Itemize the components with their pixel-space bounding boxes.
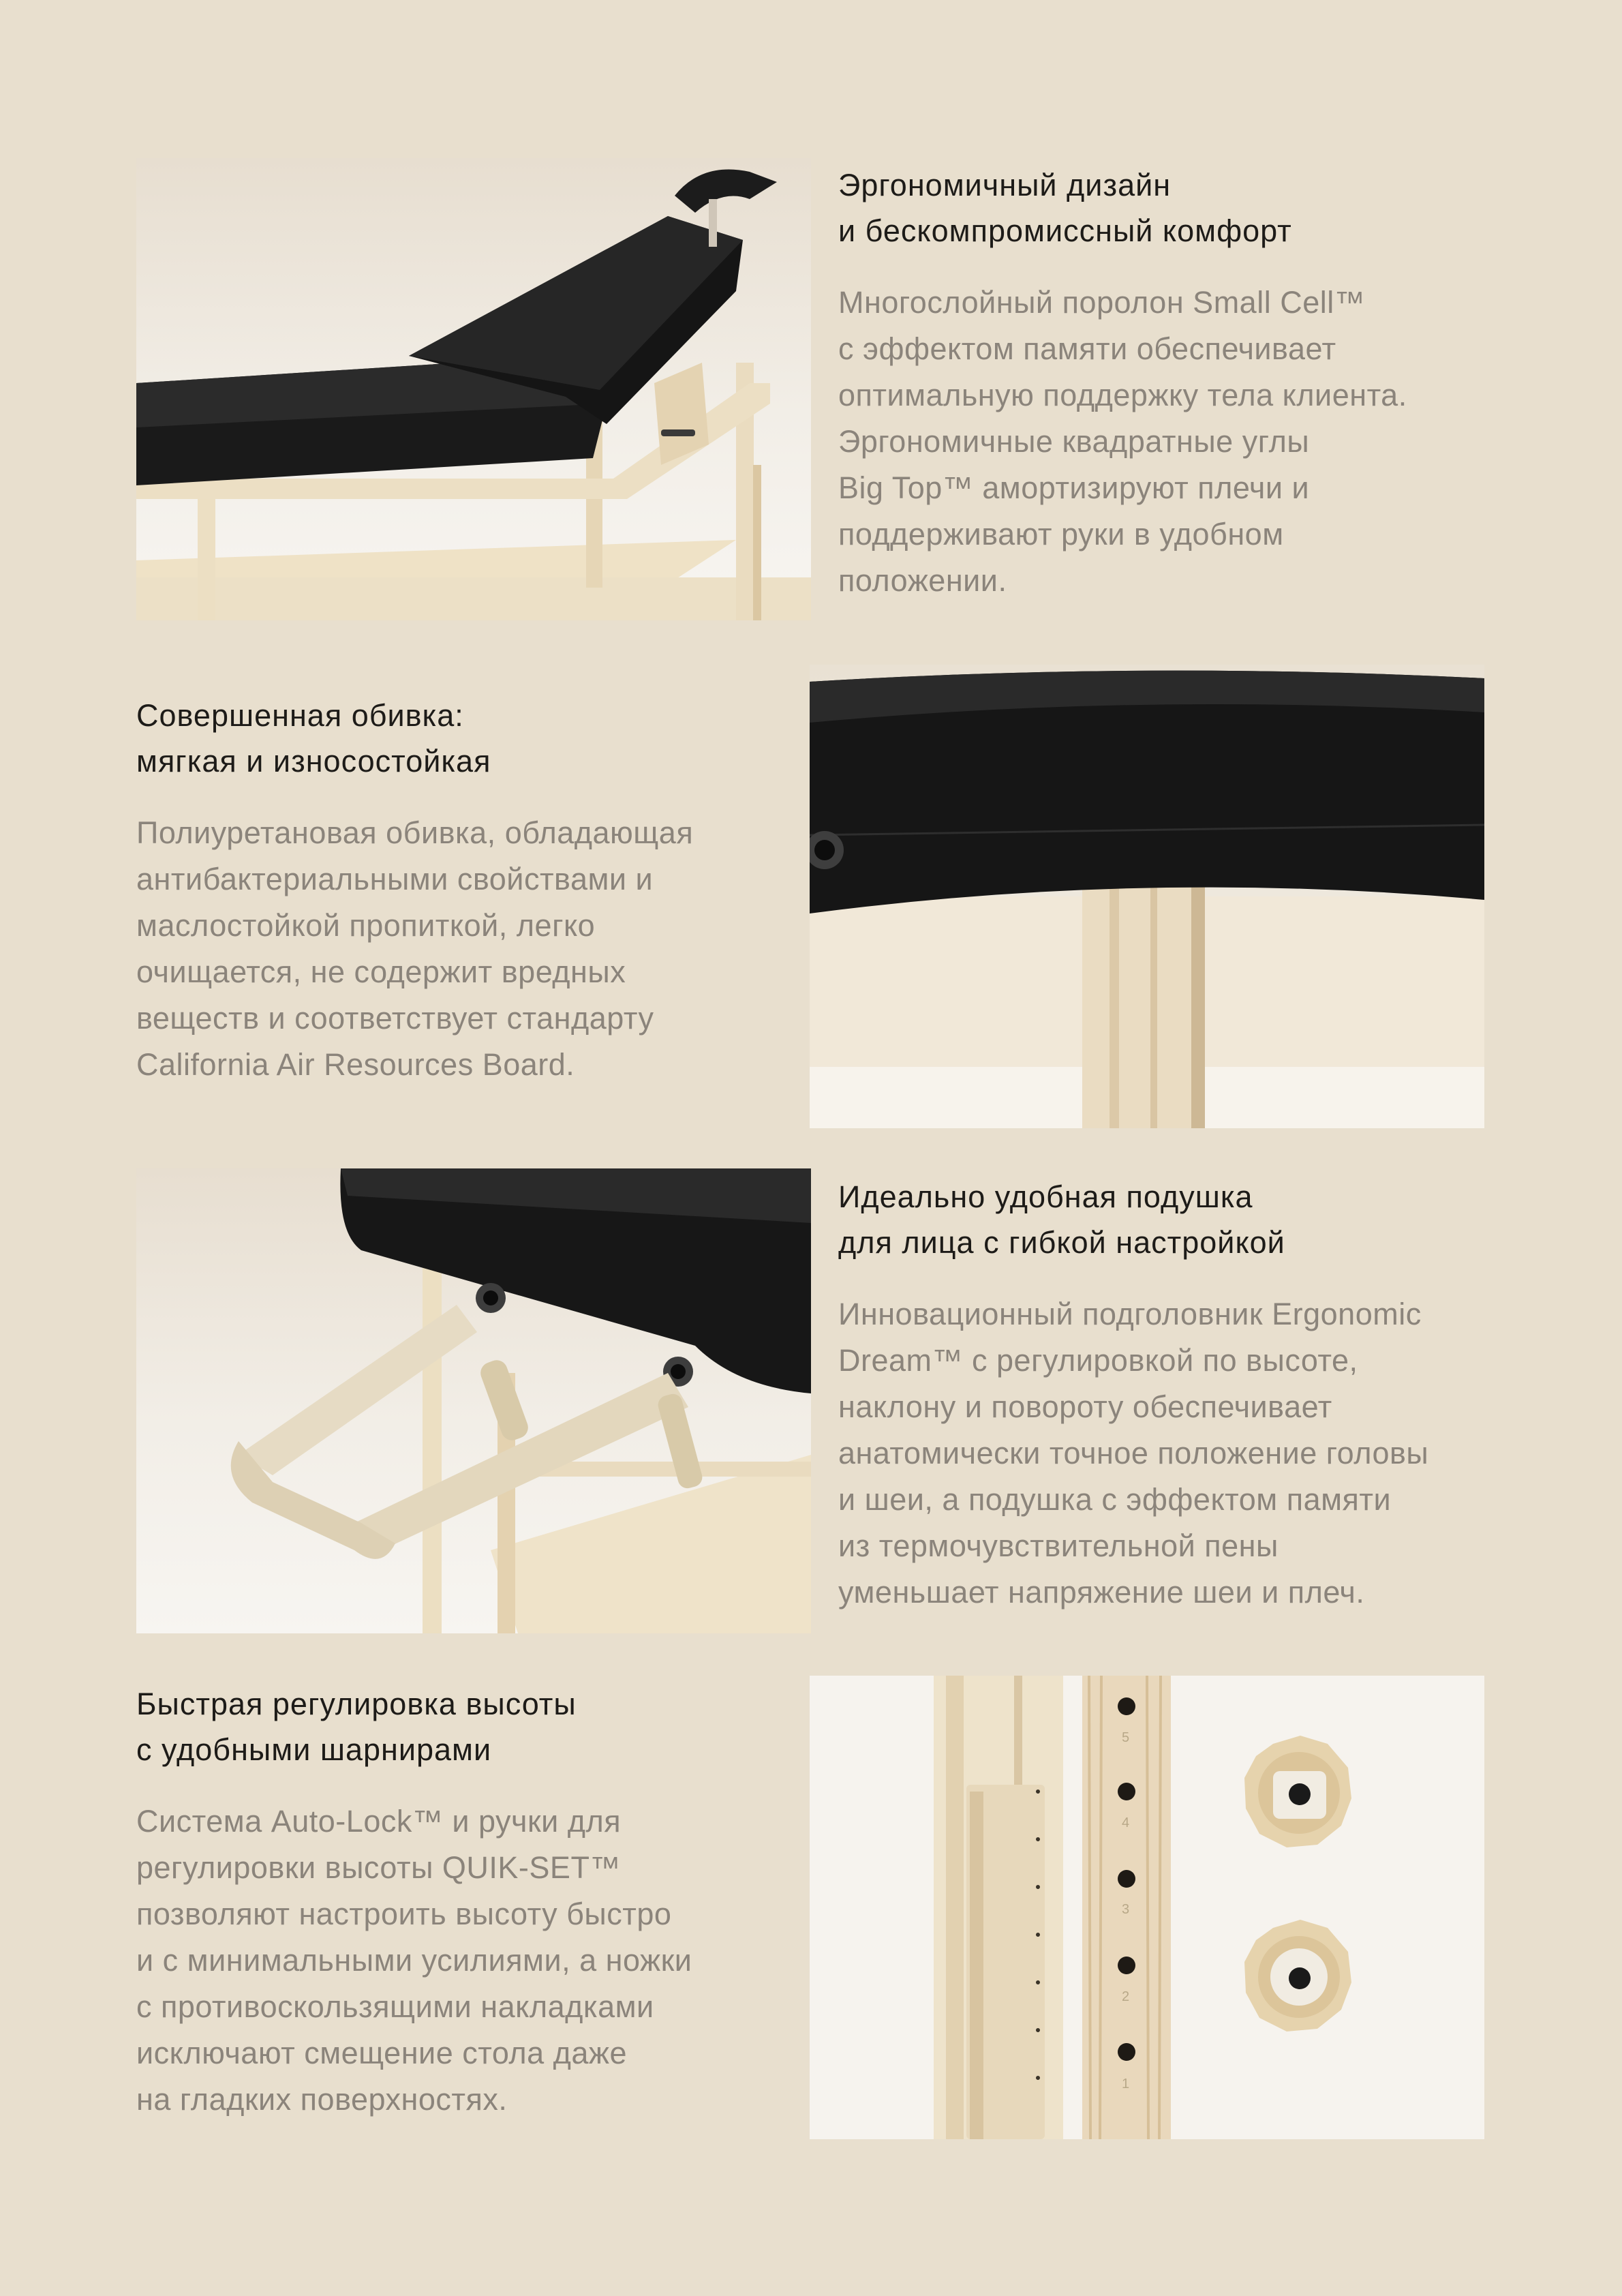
desc-line: маслостойкой пропиткой, легко (136, 908, 596, 943)
desc-line: антибактериальными свойствами и (136, 862, 654, 896)
scale-number: 2 (1122, 1989, 1130, 2004)
desc-line: очищается, не содержит вредных (136, 954, 626, 989)
photo-upholstery-closeup (810, 665, 1484, 1128)
title-line: Совершенная обивка: (136, 698, 464, 733)
desc-line: и шеи, а подушка с эффектом памяти (838, 1482, 1392, 1517)
photo-height-adjust-legs (810, 1676, 1484, 2139)
desc-line: и с минимальными усилиями, а ножки (136, 1943, 692, 1978)
desc-line: исключают смещение стола даже (136, 2036, 628, 2070)
photo-face-cradle (136, 1168, 811, 1633)
section-face-cradle-title (838, 1174, 1520, 1265)
section-ergonomic (838, 162, 1520, 604)
desc-line: Полиуретановая обивка, обладающая (136, 815, 694, 850)
desc-line: Эргономичные квадратные углы (838, 424, 1310, 459)
scale-number: 3 (1122, 1902, 1130, 1917)
section-height-adjust-title (136, 1681, 818, 1772)
desc-line: Dream™ с регулировкой по высоте, (838, 1343, 1358, 1378)
desc-line: California Air Resources Board. (136, 1047, 575, 1082)
scale-number: 4 (1122, 1815, 1130, 1830)
desc-line: из термочувствительной пены (838, 1528, 1279, 1563)
title-line: Идеально удобная подушка (838, 1179, 1253, 1214)
scale-number: 1 (1122, 2076, 1130, 2091)
desc-line: с противоскользящими накладками (136, 1989, 654, 2024)
section-face-cradle (838, 1174, 1520, 1616)
desc-line: веществ и соответствует стандарту (136, 1001, 654, 1036)
desc-line: Система Auto-Lock™ и ручки для (136, 1804, 622, 1839)
photo-table-backrest (136, 158, 811, 620)
desc-line: на гладких поверхностях. (136, 2082, 508, 2117)
desc-line: анатомически точное положение головы (838, 1436, 1429, 1470)
desc-line: Big Top™ амортизируют плечи и (838, 470, 1310, 505)
title-line: для лица с гибкой настройкой (838, 1225, 1285, 1260)
desc-line: поддерживают руки в удобном (838, 517, 1284, 552)
title-line: Эргономичный дизайн (838, 168, 1172, 202)
desc-line: уменьшает напряжение шеи и плеч. (838, 1575, 1365, 1610)
title-line: мягкая и износостойкая (136, 744, 491, 779)
section-ergonomic-description (838, 280, 1520, 604)
section-ergonomic-title (838, 162, 1520, 254)
desc-line: Многослойный поролон Small Cell™ (838, 285, 1366, 320)
section-height-adjust (136, 1681, 818, 2123)
section-upholstery-description (136, 810, 818, 1088)
section-upholstery (136, 693, 818, 1088)
desc-line: регулировки высоты QUIK-SET™ (136, 1850, 621, 1885)
title-line: и бескомпромиссный комфорт (838, 213, 1292, 248)
desc-line: с эффектом памяти обеспечивает (838, 331, 1336, 366)
section-upholstery-title (136, 693, 818, 784)
scale-number: 5 (1122, 1730, 1130, 1745)
leg-scale (1116, 1676, 1144, 2139)
desc-line: позволяют настроить высоту быстро (136, 1897, 672, 1931)
title-line: с удобными шарнирами (136, 1732, 492, 1767)
section-face-cradle-description (838, 1291, 1520, 1616)
title-line: Быстрая регулировка высоты (136, 1687, 577, 1721)
desc-line: наклону и повороту обеспечивает (838, 1389, 1332, 1424)
section-height-adjust-description (136, 1798, 818, 2123)
desc-line: оптимальную поддержку тела клиента. (838, 378, 1407, 412)
desc-line: Инновационный подголовник Ergonomic (838, 1297, 1422, 1331)
desc-line: положении. (838, 563, 1007, 598)
